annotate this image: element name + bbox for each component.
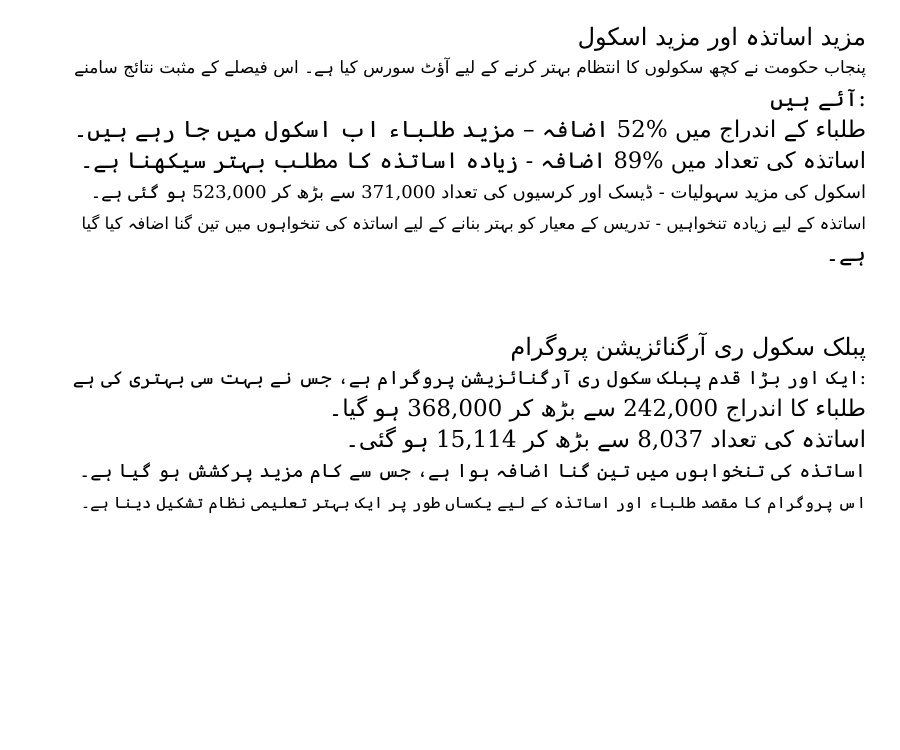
section-reorganization-program [70, 332, 866, 518]
section-title: مزید اساتذہ اور مزید اسکول [577, 23, 866, 51]
program-goal-line: اس پروگرام کا مقصد طلباء اور اساتذہ کے لیے یکساں طور پر ایک بہتر تعلیمی نظام تشکیل دینا ہے۔ [80, 493, 866, 512]
enrollment-increase-line: طلباء کے اندراج میں %52 اضافہ – مزید طلباء اب اسکول میں جا رہے ہیں۔ [73, 117, 866, 143]
teacher-salaries-line: اساتذہ کے لیے زیادہ تنخواہیں - تدریس کے معیار کو بہتر بنانے کے لیے اساتذہ کی تنخواہوں میں تین گنا اضافہ کیا گیا [81, 214, 866, 233]
school-facilities-line: اسکول کی مزید سہولیات - ڈیسک اور کرسیوں کی تعداد 371,000 سے بڑھ کر 523,000 ہو گئی ہے۔ [90, 182, 866, 203]
document-page [70, 22, 866, 518]
teacher-salaries-line-end: ہے۔ [825, 241, 866, 267]
teacher-increase-line: اساتذہ کی تعداد میں %89 اضافہ - زیادہ اساتذہ کا مطلب بہتر سیکھنا ہے۔ [80, 148, 866, 174]
program-intro-line: :ایک اور بڑا قدم پبلک سکول ری آرگنائزیشن پروگرام ہے، جس نے بہت سی بہتری کی ہے [72, 367, 866, 389]
intro-paragraph-line: پنجاب حکومت نے کچھ سکولوں کا انتظام بہتر کرنے کے لیے آؤٹ سورس کیا ہے۔ اس فیصلے کے مثبت نتائج سامنے [74, 58, 866, 78]
enrollment-stat-line: طلباء کا اندراج 242,000 سے بڑھ کر 368,000 ہو گیا۔ [328, 396, 866, 422]
teacher-count-line: اساتذہ کی تعداد 8,037 سے بڑھ کر 15,114 ہو گئی۔ [345, 427, 866, 453]
section-more-teachers-schools [70, 22, 866, 270]
salary-increase-line: اساتذہ کی تنخواہوں میں تین گنا اضافہ ہوا ہے، جس سے کام مزید پرکشش ہو گیا ہے۔ [79, 460, 866, 482]
section-title: پبلک سکول ری آرگنائزیشن پروگرام [510, 333, 866, 361]
intro-paragraph-line: :آئے ہیں [770, 86, 866, 112]
section-spacer [70, 270, 866, 332]
